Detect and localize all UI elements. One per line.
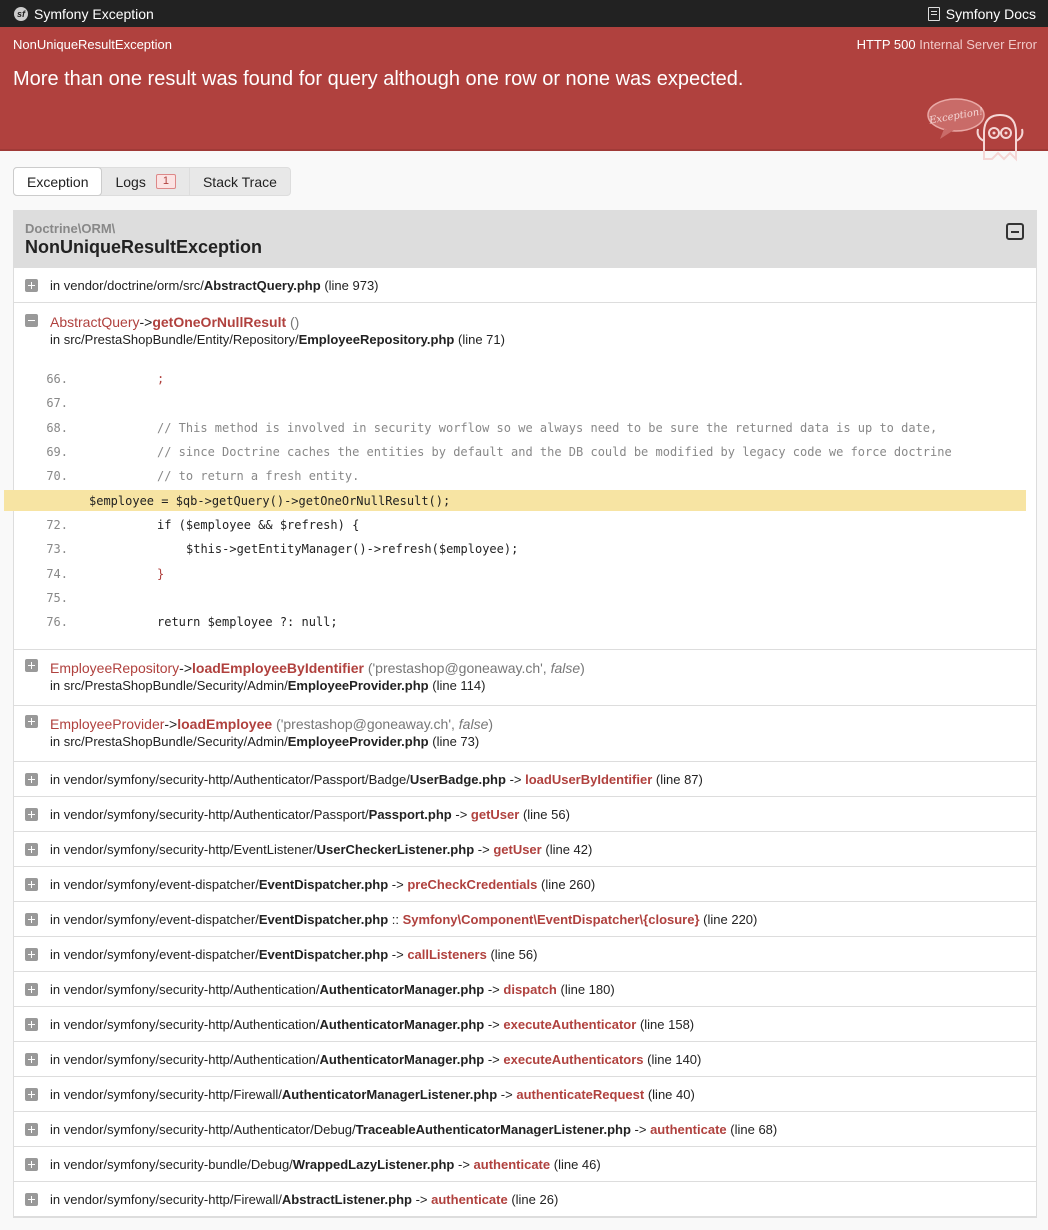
trace-line: (line 56) — [490, 946, 538, 962]
expand-icon[interactable] — [25, 773, 38, 786]
trace-line: (line 56) — [522, 806, 570, 822]
app-title — [14, 6, 154, 22]
expand-icon[interactable] — [25, 1088, 38, 1101]
trace-separator: -> — [477, 841, 490, 857]
trace-row[interactable] — [14, 937, 1036, 972]
collapse-icon[interactable] — [25, 314, 38, 327]
symfony-logo-icon: sf — [14, 7, 28, 21]
code-line: 68. // This method is involved in security worflow so we always need to be sure the returned data is up to date, — [46, 420, 938, 435]
expand-icon[interactable] — [25, 913, 38, 926]
trace-file: in src/PrestaShopBundle/Entity/Repository/EmployeeRepository.php — [50, 332, 455, 347]
expand-icon[interactable] — [25, 808, 38, 821]
trace-separator: -> — [500, 1086, 513, 1102]
trace-file: in vendor/symfony/security-http/Authentication/AuthenticatorManager.php — [50, 1051, 485, 1067]
trace-function: loadUserByIdentifier — [525, 771, 653, 787]
trace-arrow: -> — [179, 660, 193, 676]
code-line: 69. // since Doctrine caches the entities by default and the DB could be modified by legacy code we force doctrine — [46, 445, 952, 460]
trace-file: in vendor/symfony/security-http/Firewall/AuthenticatorManagerListener.php — [50, 1086, 498, 1102]
trace-line: (line 158) — [639, 1016, 695, 1032]
expand-icon[interactable] — [25, 279, 38, 292]
trace-arrow: -> — [164, 716, 178, 732]
code-line: 73. $this->getEntityManager()->refresh($employee); — [46, 542, 519, 557]
exception-class-label: NonUniqueResultException — [13, 37, 172, 52]
trace-separator: -> — [509, 771, 522, 787]
trace-line: (line 973) — [324, 277, 379, 293]
docs-link[interactable] — [928, 6, 1036, 22]
exception-header — [0, 27, 1048, 151]
trace-separator: -> — [487, 981, 500, 997]
expand-icon[interactable] — [25, 983, 38, 996]
trace-line: (line 68) — [730, 1121, 778, 1137]
trace-row[interactable] — [14, 867, 1036, 902]
trace-file: in vendor/symfony/security-http/Authenticator/Passport/Passport.php — [50, 806, 452, 822]
trace-arrow: -> — [139, 314, 153, 330]
expand-icon[interactable] — [25, 843, 38, 856]
app-title-text: Symfony Exception — [34, 5, 154, 22]
trace-row[interactable] — [14, 1077, 1036, 1112]
trace-line: (line 73) — [432, 734, 480, 749]
expand-icon[interactable] — [25, 715, 38, 728]
trace-args: ('prestashop@goneaway.ch', false) — [276, 716, 494, 732]
trace-function: getUser — [493, 841, 542, 857]
trace-row[interactable] — [14, 762, 1036, 797]
code-line-highlighted — [14, 488, 1036, 512]
tab-exception-label: Exception — [27, 173, 89, 190]
trace-function: preCheckCredentials — [407, 876, 538, 892]
trace-function: executeAuthenticators — [503, 1051, 644, 1067]
exception-class-title: NonUniqueResultException — [25, 237, 263, 257]
code-snippet — [14, 367, 1036, 634]
expand-icon[interactable] — [25, 659, 38, 672]
code-line: 67. — [46, 396, 68, 411]
trace-row-expanded[interactable] — [14, 303, 1036, 650]
exception-message: More than one result was found for query although one row or none was expected. — [13, 68, 744, 90]
trace-file: in src/PrestaShopBundle/Security/Admin/EmployeeProvider.php — [50, 734, 429, 749]
tab-stack-trace-label: Stack Trace — [202, 173, 277, 190]
trace-function: executeAuthenticator — [503, 1016, 637, 1032]
code-line: 74. } — [46, 566, 165, 581]
trace-separator: -> — [487, 1051, 500, 1067]
trace-function: getOneOrNullResult — [152, 314, 287, 330]
trace-file: in vendor/symfony/security-http/Authenticator/Passport/Badge/UserBadge.php — [50, 771, 506, 787]
collapse-all-icon[interactable] — [1006, 223, 1024, 240]
trace-row[interactable] — [14, 1112, 1036, 1147]
trace-file: in vendor/symfony/event-dispatcher/EventDispatcher.php — [50, 876, 389, 892]
trace-row[interactable] — [14, 1182, 1036, 1217]
trace-function: loadEmployeeByIdentifier — [192, 660, 364, 676]
status-text: Internal Server Error — [919, 37, 1037, 52]
trace-separator: -> — [634, 1121, 647, 1137]
trace-file: in vendor/symfony/security-http/Firewall/AbstractListener.php — [50, 1191, 412, 1207]
trace-separator: -> — [415, 1191, 428, 1207]
trace-line: (line 46) — [553, 1156, 601, 1172]
docs-link-text[interactable]: Symfony Docs — [945, 5, 1036, 22]
expand-icon[interactable] — [25, 1123, 38, 1136]
book-icon — [928, 7, 940, 21]
tab-exception[interactable] — [13, 167, 102, 196]
trace-separator: -> — [458, 1156, 470, 1172]
trace-row[interactable] — [14, 650, 1036, 706]
trace-line: (line 87) — [655, 771, 703, 787]
tab-bar — [13, 167, 291, 196]
trace-row[interactable] — [14, 706, 1036, 762]
trace-file: in vendor/symfony/security-http/Authenticator/Debug/TraceableAuthenticatorManagerListener.php — [50, 1121, 631, 1137]
trace-line: (line 26) — [511, 1191, 559, 1207]
code-line: 72. if ($employee && $refresh) { — [46, 517, 360, 532]
expand-icon[interactable] — [25, 878, 38, 891]
expand-icon[interactable] — [25, 1018, 38, 1031]
trace-separator: -> — [391, 946, 404, 962]
expand-icon[interactable] — [25, 1193, 38, 1206]
trace-row[interactable] — [14, 1007, 1036, 1042]
trace-separator: :: — [391, 911, 399, 927]
logs-count-badge: 1 — [156, 174, 176, 189]
trace-separator: -> — [391, 876, 404, 892]
code-line: 75. — [46, 590, 68, 605]
trace-row[interactable] — [14, 832, 1036, 867]
trace-function: authenticate — [650, 1121, 727, 1137]
trace-function: dispatch — [503, 981, 557, 997]
trace-file: in vendor/symfony/security-http/Authentication/AuthenticatorManager.php — [50, 1016, 485, 1032]
http-status — [857, 37, 1037, 52]
tab-logs[interactable] — [102, 168, 189, 195]
exception-panel-header — [14, 211, 1036, 268]
trace-row[interactable] — [14, 902, 1036, 937]
trace-file: in vendor/symfony/security-bundle/Debug/WrappedLazyListener.php — [50, 1156, 455, 1172]
trace-line: (line 260) — [541, 876, 596, 892]
expand-icon[interactable] — [25, 948, 38, 961]
trace-args: ('prestashop@goneaway.ch', false) — [367, 660, 585, 676]
exception-namespace: Doctrine\ORM\ — [25, 221, 116, 236]
trace-class: AbstractQuery — [50, 314, 140, 330]
expand-icon[interactable] — [25, 1158, 38, 1171]
trace-function: authenticateRequest — [516, 1086, 645, 1102]
trace-line: (line 220) — [703, 911, 758, 927]
trace-function: callListeners — [407, 946, 487, 962]
highlighted-code: $employee = $qb->getQuery()->getOneOrNullResult(); — [4, 490, 1026, 511]
trace-class: EmployeeRepository — [50, 660, 180, 676]
trace-row[interactable] — [14, 972, 1036, 1007]
ghost-bubble-text: Exception! — [928, 106, 985, 127]
trace-file: in vendor/symfony/security-http/EventListener/UserCheckerListener.php — [50, 841, 475, 857]
trace-line: (line 114) — [432, 678, 486, 693]
trace-file: in src/PrestaShopBundle/Security/Admin/EmployeeProvider.php — [50, 678, 429, 693]
trace-function: Symfony\Component\EventDispatcher\{closure} — [402, 911, 700, 927]
trace-line: (line 40) — [647, 1086, 695, 1102]
exception-ghost-icon — [924, 97, 1034, 167]
tab-logs-label: Logs — [115, 173, 146, 190]
trace-row[interactable] — [14, 797, 1036, 832]
code-line: 76. return $employee ?: null; — [46, 615, 338, 630]
tab-stack-trace[interactable] — [190, 168, 290, 195]
trace-args: () — [290, 314, 300, 330]
trace-separator: -> — [487, 1016, 500, 1032]
trace-file: in vendor/doctrine/orm/src/AbstractQuery.php — [50, 277, 321, 293]
trace-row[interactable] — [14, 268, 1036, 303]
trace-file: in vendor/symfony/event-dispatcher/EventDispatcher.php — [50, 911, 389, 927]
trace-line: (line 180) — [560, 981, 615, 997]
status-code: HTTP 500 — [856, 37, 916, 52]
top-bar — [0, 0, 1048, 27]
expand-icon[interactable] — [25, 1053, 38, 1066]
trace-separator: -> — [455, 806, 468, 822]
code-line: 66. ; — [46, 372, 165, 387]
trace-function: getUser — [470, 806, 520, 822]
trace-function: loadEmployee — [177, 716, 273, 732]
trace-function: authenticate — [431, 1191, 508, 1207]
code-line: 70. // to return a fresh entity. — [46, 469, 360, 484]
trace-file: in vendor/symfony/event-dispatcher/EventDispatcher.php — [50, 946, 389, 962]
trace-file: in vendor/symfony/security-http/Authentication/AuthenticatorManager.php — [50, 981, 485, 997]
trace-line: (line 140) — [647, 1051, 702, 1067]
trace-line: (line 42) — [545, 841, 593, 857]
trace-class: EmployeeProvider — [50, 716, 165, 732]
trace-row[interactable] — [14, 1042, 1036, 1077]
trace-line: (line 71) — [458, 332, 505, 347]
trace-function: authenticate — [473, 1156, 551, 1172]
trace-row[interactable] — [14, 1147, 1036, 1182]
exception-panel — [13, 210, 1037, 1218]
